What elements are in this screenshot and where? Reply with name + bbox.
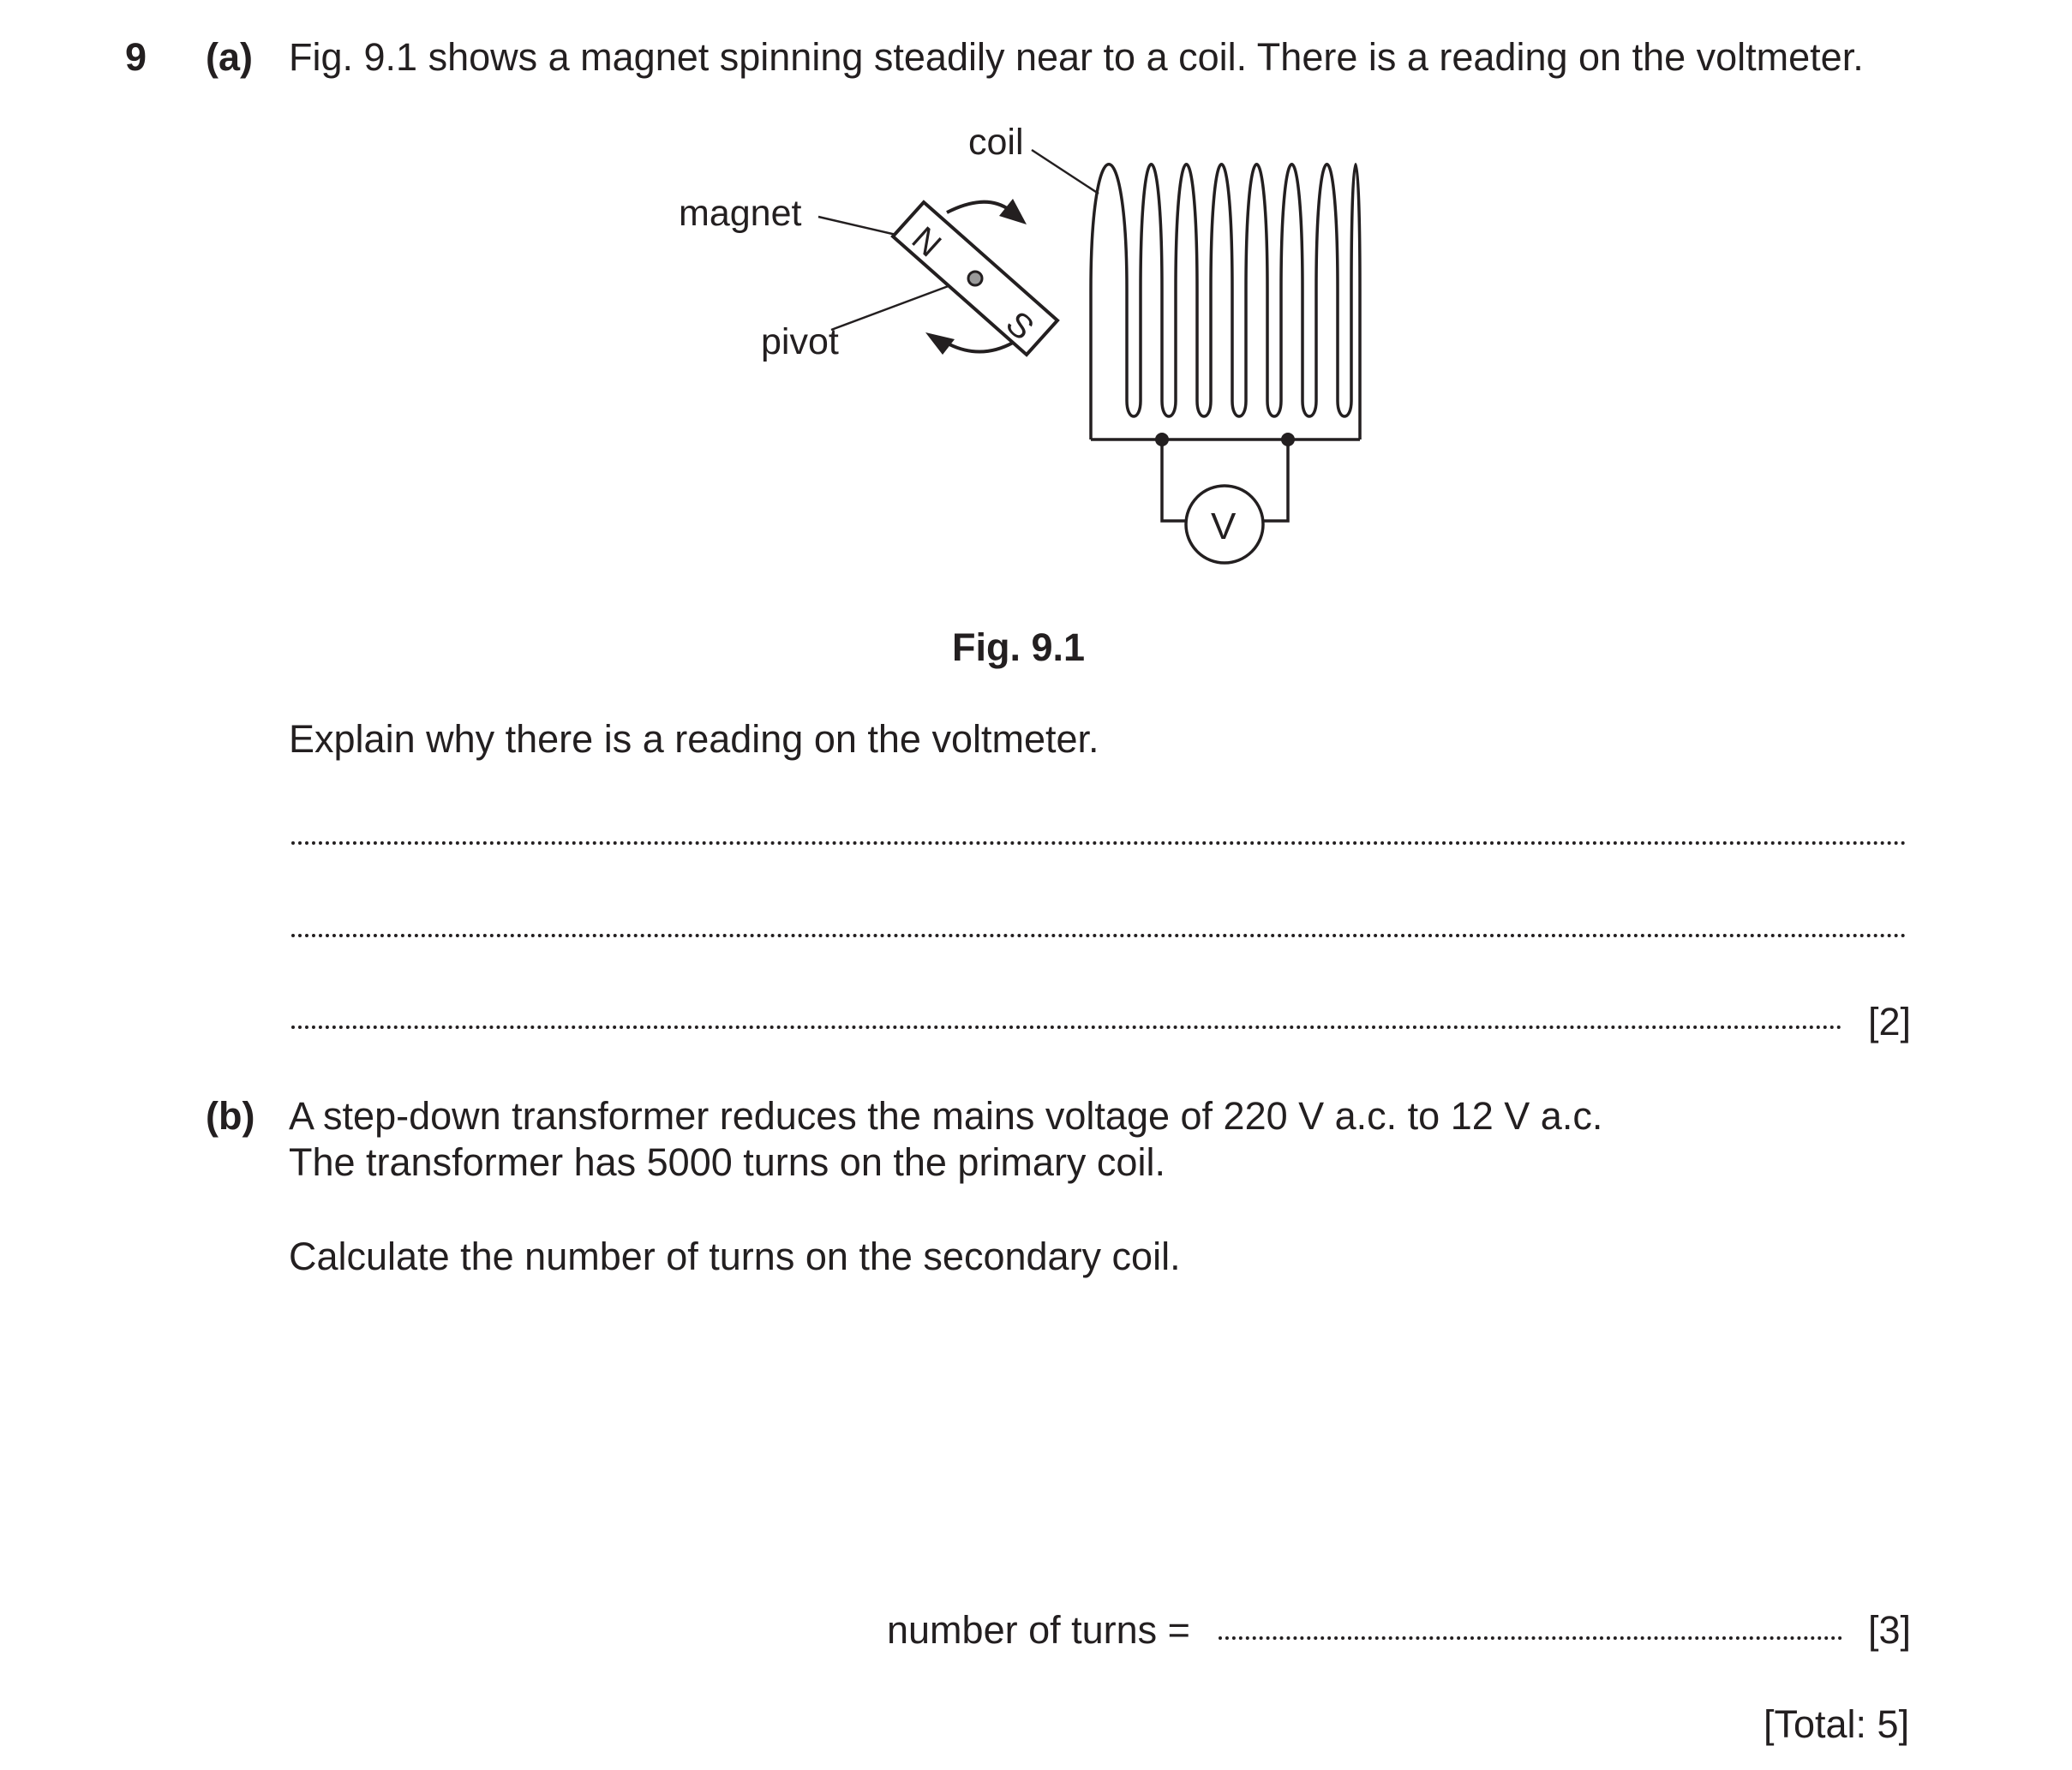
south-pole-label: S xyxy=(998,304,1041,348)
voltmeter-symbol: V xyxy=(1211,505,1237,547)
part-b-line-1: A step-down transformer reduces the mains voltage of 220 V a.c. to 12 V a.c. xyxy=(289,1094,1603,1138)
bar-magnet xyxy=(893,202,1057,355)
junction-right xyxy=(1281,433,1295,446)
answer-line-turns[interactable] xyxy=(1219,1636,1842,1640)
part-b-marks: [3] xyxy=(1868,1608,1912,1652)
answer-line-1[interactable] xyxy=(291,841,1907,845)
coil-label: coil xyxy=(968,122,1024,163)
part-a-label: (a) xyxy=(206,35,253,79)
coil xyxy=(1091,164,1360,440)
junction-left xyxy=(1155,433,1169,446)
answer-line-2[interactable] xyxy=(291,934,1907,937)
pivot-label: pivot xyxy=(761,321,839,362)
magnet-label: magnet xyxy=(679,193,802,234)
part-a-marks: [2] xyxy=(1868,1000,1912,1043)
part-a-stem: Fig. 9.1 shows a magnet spinning steadily near to a coil. There is a reading on the voltmeter. xyxy=(289,35,1864,79)
part-b-line-2: The transformer has 5000 turns on the primary coil. xyxy=(289,1140,1165,1184)
answer-line-3[interactable] xyxy=(291,1026,1842,1029)
north-pole-label: N xyxy=(904,219,949,265)
answer-label: number of turns = xyxy=(887,1608,1190,1652)
figure-9-1 xyxy=(0,0,2072,617)
total-marks: [Total: 5] xyxy=(1764,1702,1910,1746)
part-b-prompt: Calculate the number of turns on the secondary coil. xyxy=(289,1235,1181,1278)
pivot-point xyxy=(968,272,982,285)
figure-caption: Fig. 9.1 xyxy=(952,625,1086,669)
part-b-label: (b) xyxy=(206,1094,255,1138)
part-a-prompt: Explain why there is a reading on the voltmeter. xyxy=(289,717,1099,761)
question-number: 9 xyxy=(125,35,147,79)
voltmeter xyxy=(1186,486,1263,563)
